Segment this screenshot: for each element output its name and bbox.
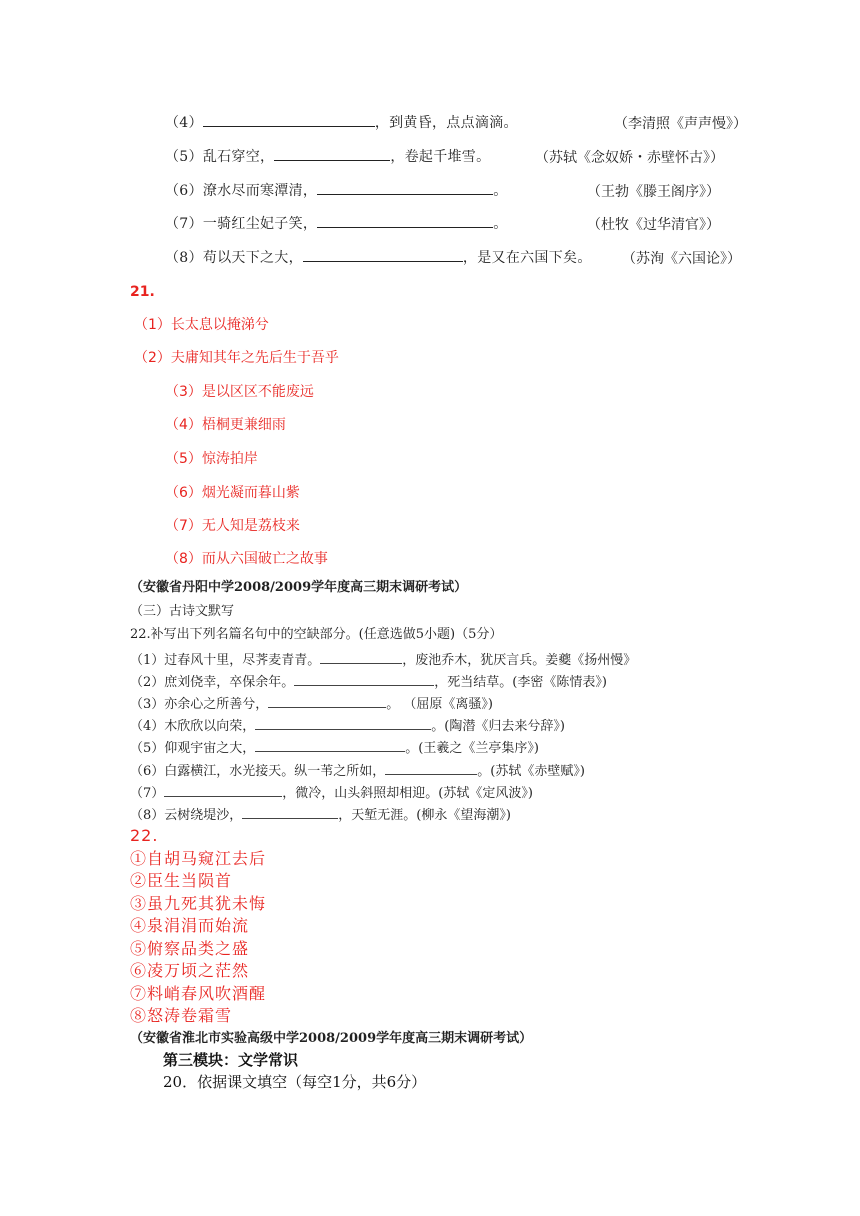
answer21-item: （1）长太息以掩涕兮 xyxy=(134,317,269,333)
answer-blank xyxy=(303,248,463,262)
item-suffix: 。 （屈原《离骚》) xyxy=(386,697,494,712)
q22-item-4 xyxy=(130,717,565,733)
poem-item-8 xyxy=(165,248,592,265)
item-number: （6） xyxy=(130,764,165,779)
answer21-item: （8）而从六国破亡之故事 xyxy=(165,551,328,567)
item-suffix: ，废池乔木，犹厌言兵。姜夔《扬州慢》 xyxy=(402,653,637,668)
item-number: （8） xyxy=(130,808,165,823)
answer-blank xyxy=(203,113,375,127)
q22-item-8 xyxy=(130,806,511,822)
item-number: （4） xyxy=(165,115,203,131)
answer22-item: ③虽九死其犹未悔 xyxy=(130,894,267,913)
answer-blank xyxy=(317,214,493,228)
answer-blank xyxy=(385,762,477,775)
item-prefix: 一骑红尘妃子笑， xyxy=(202,216,318,232)
poem-item-6 xyxy=(165,181,508,198)
answer-blank xyxy=(255,739,405,752)
question20-header: 20．依据课文填空（每空1分，共6分） xyxy=(163,1073,427,1091)
poem-item-4 xyxy=(165,113,518,130)
answer-blank xyxy=(255,717,431,730)
item-prefix: 潦水尽而寒潭清， xyxy=(202,183,318,199)
q22-item-3 xyxy=(130,695,493,711)
item-prefix: 过春风十里，尽荠麦青青。 xyxy=(164,653,321,668)
answer-blank xyxy=(274,147,390,161)
answer-blank xyxy=(164,784,282,797)
answer21-item: （2）夫庸知其年之先后生于吾乎 xyxy=(134,350,339,366)
answer21-item: （7）无人知是荔枝来 xyxy=(165,518,300,534)
q22-item-6 xyxy=(130,762,585,778)
question22-title: 22.补写出下列名篇名句中的空缺部分。(任意选做5小题)（5分） xyxy=(130,627,503,642)
poem-item-5 xyxy=(165,147,490,164)
answer21-item: （3）是以区区不能废远 xyxy=(165,384,314,400)
item-source: （苏轼《念奴娇・赤壁怀古》） xyxy=(535,150,724,166)
answer-blank xyxy=(317,181,493,195)
answer-blank xyxy=(268,695,386,708)
answer21-item: （5）惊涛拍岸 xyxy=(165,451,258,467)
exam-source: （安徽省淮北市实验高级中学2008/2009学年度高三期末调研考试） xyxy=(130,1031,533,1046)
item-suffix: 。(陶潜《归去来兮辞》) xyxy=(431,719,565,734)
item-source: （李清照《声声慢》） xyxy=(614,116,747,132)
item-number: （5） xyxy=(165,149,203,165)
q22-item-7 xyxy=(130,784,533,800)
item-source: （杜牧《过华清官》） xyxy=(587,217,720,233)
answer22-item: ②臣生当陨首 xyxy=(130,871,233,890)
answer-blank xyxy=(320,651,402,664)
item-source: （王勃《滕王阁序》） xyxy=(587,184,720,200)
item-source: （苏洵《六国论》） xyxy=(622,251,741,267)
answer22-item: ⑤俯察品类之盛 xyxy=(130,939,250,958)
answer-blank xyxy=(294,673,434,686)
item-suffix: ，微冷，山头斜照却相迎。(苏轼《定风波》) xyxy=(282,786,533,801)
answer21-item: （6）烟光凝而暮山紫 xyxy=(165,485,300,501)
q22-item-5 xyxy=(130,739,539,755)
poem-item-7 xyxy=(165,214,508,231)
item-suffix: ，卷起千堆雪。 xyxy=(390,149,491,165)
item-number: （4） xyxy=(130,719,165,734)
item-number: （7） xyxy=(165,216,203,232)
section-title: （三）古诗文默写 xyxy=(130,604,235,619)
q22-item-1 xyxy=(130,651,636,667)
module-title: 第三模块：文学常识 xyxy=(163,1051,299,1069)
answer22-item: ⑦料峭春风吹酒醒 xyxy=(130,984,267,1003)
q22-item-2 xyxy=(130,673,607,689)
item-suffix: 。(苏轼《赤壁赋》) xyxy=(477,764,585,779)
item-number: （8） xyxy=(165,250,203,266)
item-prefix: 云树绕堤沙， xyxy=(164,808,243,823)
item-number: （3） xyxy=(130,697,165,712)
answer21-item: （4）梧桐更兼细雨 xyxy=(165,417,286,433)
item-suffix: ，是又在六国下矣。 xyxy=(462,250,592,266)
answer22-item: ①自胡马窥江去后 xyxy=(130,849,267,868)
item-number: （1） xyxy=(130,653,165,668)
item-suffix: 。(王羲之《兰亭集序》) xyxy=(405,741,539,756)
item-suffix: ，天堑无涯。(柳永《望海潮》) xyxy=(338,808,511,823)
answer22-item: ⑥凌万顷之茫然 xyxy=(130,961,250,980)
answers21-title: 21. xyxy=(130,284,155,300)
item-number: （5） xyxy=(130,741,165,756)
answer-blank xyxy=(242,806,338,819)
item-prefix: 庶刘侥幸，卒保余年。 xyxy=(164,675,295,690)
item-prefix: 乱石穿空， xyxy=(202,149,275,165)
answers22-title: 22. xyxy=(130,826,159,845)
answer22-item: ⑧怒涛卷霜雪 xyxy=(130,1006,233,1025)
item-prefix: 木欣欣以向荣， xyxy=(164,719,256,734)
item-suffix: 。 xyxy=(493,183,508,199)
item-number: （2） xyxy=(130,675,165,690)
item-number: （7） xyxy=(130,786,165,801)
item-suffix: 。 xyxy=(493,216,508,232)
item-number: （6） xyxy=(165,183,203,199)
answer22-item: ④泉涓涓而始流 xyxy=(130,916,250,935)
item-suffix: ，到黄昏，点点滴滴。 xyxy=(374,115,518,131)
item-prefix: 苟以天下之大， xyxy=(202,250,303,266)
item-prefix: 仰观宇宙之大， xyxy=(164,741,256,756)
item-prefix: 白露横江，水光接天。纵一苇之所如， xyxy=(164,764,386,779)
item-suffix: ，死当结草。(李密《陈情表》) xyxy=(434,675,607,690)
exam-source: （安徽省丹阳中学2008/2009学年度高三期末调研考试） xyxy=(130,580,468,595)
item-prefix: 亦余心之所善兮， xyxy=(164,697,269,712)
